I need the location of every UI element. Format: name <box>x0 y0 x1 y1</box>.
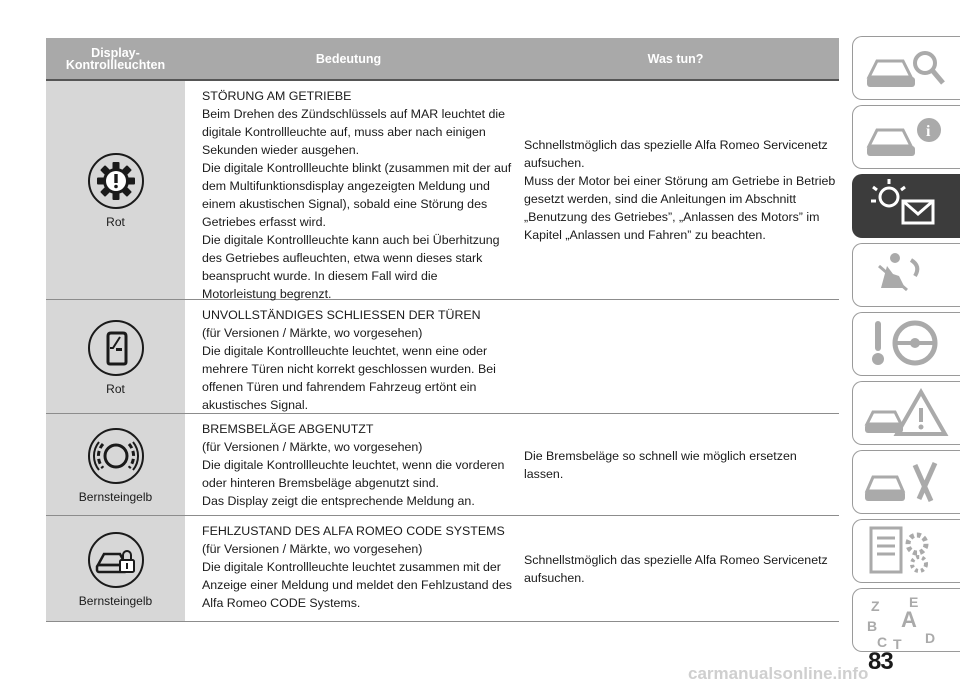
meaning-cell: STÖRUNG AM GETRIEBE Beim Drehen des Zündschlüssels auf MAR leuchtet die digitale Kontrollleuchte auf, muss aber nach einigen Sekunden wieder ausgehen. Die digitale Kontrollleuchte blinkt (zusammen mit der auf dem Multifunktionsdisplay angezeigten Meldung und einem akustischen Signal), sobald eine Störung des Getriebes erfasst wird. Die digitale Kontrollleuchte kann auch bei Überhitzung des Getriebes aufleuchten, etwa wenn dieses stark beansprucht wurde. In diesem Fall wird die Motorleistung begrenzt. <box>202 89 512 301</box>
table-row <box>46 516 839 622</box>
meaning-cell: BREMSBELÄGE ABGENUTZT (für Versionen / Märkte, wo vorgesehen) Die digitale Kontrollleuchte leuchtet, wenn die vorderen oder hinteren Bremsbeläge abgenutzt sind. Das Display zeigt die entsprechende Meldung an. <box>202 422 505 508</box>
car-warning-triangle-icon <box>859 384 955 442</box>
table-header <box>46 38 839 81</box>
warning-light-message-icon <box>859 177 955 235</box>
tab-index[interactable] <box>852 588 960 652</box>
color-label: Bernsteingelb <box>78 593 153 608</box>
tab-starting-driving[interactable] <box>852 312 960 376</box>
todo-cell <box>512 516 839 621</box>
todo-cell <box>512 300 839 413</box>
icon-cell <box>46 516 185 621</box>
svg-text:i: i <box>926 123 931 140</box>
tab-car-search[interactable] <box>852 36 960 100</box>
todo-text: Die Bremsbeläge so schnell wie möglich ersetzen lassen. <box>524 448 797 481</box>
watermark: carmanualsonline.info <box>688 664 869 683</box>
document-gear-icon <box>859 522 955 580</box>
seat-airbag-icon <box>859 246 955 304</box>
header-what-to-do: Was tun? <box>647 51 704 66</box>
todo-cell <box>512 81 839 299</box>
index-letter: C <box>877 634 888 649</box>
index-letter: Z <box>871 598 880 614</box>
brake-pad-wear-icon <box>86 426 146 486</box>
index-letter: E <box>909 594 919 610</box>
header-meaning: Bedeutung <box>315 51 382 66</box>
index-letter: T <box>893 636 902 649</box>
meaning-cell: FEHLZUSTAND DES ALFA ROMEO CODE SYSTEMS (für Versionen / Märkte, wo vorgesehen) Die digitale Kontrollleuchte leuchtet zusammen mit der Anzeige einer Meldung und meldet den Fehlzustand des Alfa Romeo CODE Systems. <box>202 524 512 610</box>
color-label: Bernsteingelb <box>78 489 153 504</box>
icon-cell <box>46 300 185 413</box>
alfa-romeo-code-fault-icon <box>86 530 146 590</box>
tab-emergency[interactable] <box>852 381 960 445</box>
meaning-cell: UNVOLLSTÄNDIGES SCHLIESSEN DER TÜREN (für Versionen / Märkte, wo vorgesehen) Die digitale Kontrollleuchte leuchtet, wenn eine oder mehrere Türen nicht korrekt geschlossen wurden. Bei offenen Türen und fahrendem Fahrzeug ertönt ein akustisches Signal. <box>202 308 496 412</box>
table-row <box>46 81 839 300</box>
color-label: Rot <box>106 381 125 396</box>
alphabet-index-icon <box>859 591 955 649</box>
transmission-fault-icon <box>86 151 146 211</box>
car-info-icon <box>859 108 955 166</box>
tab-warning-lights[interactable] <box>852 174 960 238</box>
color-label: Rot <box>106 215 125 229</box>
tab-technical-data[interactable] <box>852 519 960 583</box>
tab-safety[interactable] <box>852 243 960 307</box>
todo-text: Schnellstmöglich das spezielle Alfa Romeo Servicenetz aufsuchen. Muss der Motor bei einer Störung am Getriebe in Betrieb gesetzt werden, sind die Anleitungen im Abschnitt „Benutzung des Getriebes”, „Anlassen des Motors” im Kapitel „Anlassen und Fahren” zu beachten. <box>524 138 836 242</box>
tab-maintenance[interactable] <box>852 450 960 514</box>
table-row <box>46 414 839 516</box>
table-row <box>46 300 839 414</box>
icon-cell <box>46 81 185 299</box>
car-search-icon <box>859 39 955 97</box>
todo-cell <box>512 414 839 515</box>
tab-car-info[interactable] <box>852 105 960 169</box>
key-steering-wheel-icon <box>859 315 955 373</box>
door-open-icon <box>86 318 146 378</box>
page-number: 83 <box>868 648 893 675</box>
index-letter: A <box>901 607 917 632</box>
todo-text: Schnellstmöglich das spezielle Alfa Romeo Servicenetz aufsuchen. <box>524 552 828 585</box>
car-tools-icon <box>859 453 955 511</box>
header-display-lights: Display- Kontrollleuchten <box>65 45 166 72</box>
index-letter: D <box>925 630 936 646</box>
warning-lights-table <box>46 38 839 622</box>
icon-cell <box>46 414 185 515</box>
index-letter: B <box>867 618 878 634</box>
